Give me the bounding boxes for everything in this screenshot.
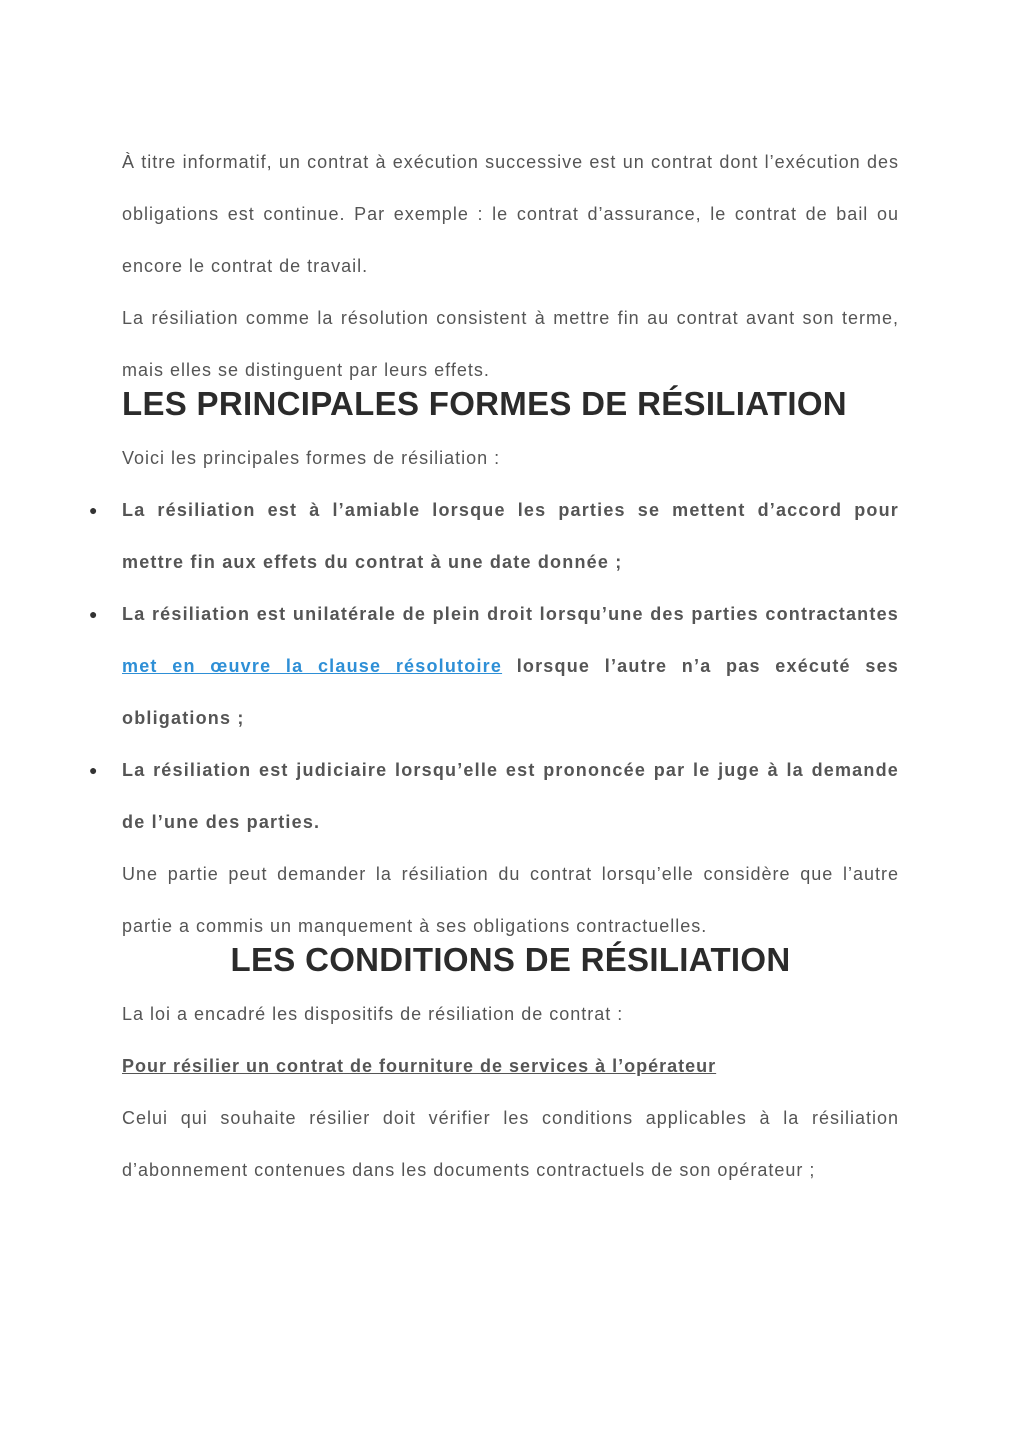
section1-closing: Une partie peut demander la résiliation du contrat lorsqu’elle considère que l’autre partie a commis un manquement à ses obligations contractuelles. (122, 864, 899, 936)
section2-body: Celui qui souhaite résilier doit vérifier les conditions applicables à la résiliation d’abonnement contenues dans les documents contractuels de son opérateur ; (122, 1108, 899, 1180)
intro-paragraph-1: À titre informatif, un contrat à exécution successive est un contrat dont l’exécution des obligations est continue. Par exemple : le contrat d’assurance, le contrat de bail ou encore le contrat de travail. (122, 152, 899, 276)
document-page (89, 136, 900, 1196)
bullet-dot-icon: ● (89, 502, 99, 518)
section1-lead: Voici les principales formes de résiliation : (122, 448, 501, 468)
bullet-dot-icon: ● (89, 606, 99, 622)
resiliation-forms-list (89, 484, 900, 848)
list-item (89, 744, 899, 848)
clause-resolutoire-link[interactable]: met en œuvre la clause résolutoire (122, 656, 503, 676)
list-item-text: La résiliation est à l’amiable lorsque les parties se mettent d’accord pour mettre fin aux effets du contrat à une date donnée ; (122, 500, 899, 572)
list-item-text: La résiliation est judiciaire lorsqu’elle est prononcée par le juge à la demande de l’une des parties. (122, 760, 899, 832)
operator-subheading: Pour résilier un contrat de fourniture de services à l’opérateur (122, 1056, 717, 1076)
list-item-text-after: lorsque l’autre n’a pas exécuté ses obligations ; (122, 656, 900, 728)
section-title-conditions: LES CONDITIONS DE RÉSILIATION (230, 941, 791, 978)
list-item (89, 484, 899, 588)
intro-paragraph-2: La résiliation comme la résolution consistent à mettre fin au contrat avant son terme, mais elles se distinguent par leurs effets. (122, 308, 899, 380)
section2-lead: La loi a encadré les dispositifs de résiliation de contrat : (122, 1004, 624, 1024)
list-item (89, 588, 900, 744)
list-item-text-before: La résiliation est unilatérale de plein droit lorsqu’une des parties contractantes (122, 604, 899, 624)
section-title-principales-formes: LES PRINCIPALES FORMES DE RÉSILIATION (122, 385, 847, 422)
bullet-dot-icon: ● (89, 762, 99, 778)
